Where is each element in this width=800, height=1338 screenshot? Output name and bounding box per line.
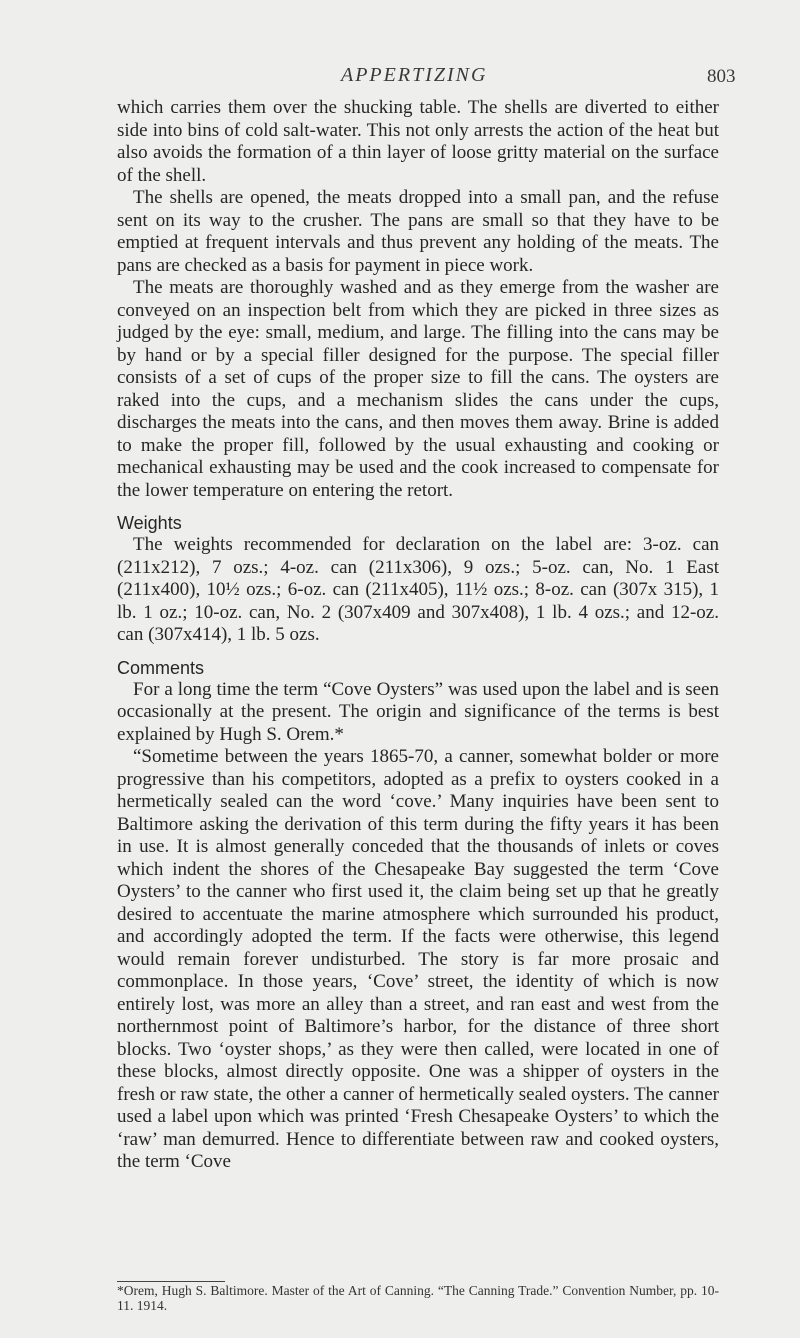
- section-heading-weights: Weights: [117, 513, 182, 533]
- running-title: APPERTIZING: [341, 64, 488, 86]
- paragraph-weights: The weights recommended for declaration on the label are: 3-oz. can (211x212), 7 ozs.; 4-oz. can (211x306), 9 ozs.; 5-oz. can, No. 1 East (211x400), 10½ ozs.; 6-oz. can (211x405), 11½ ozs.; 8-oz. can (307x 315), 1 lb. 1 oz.; 10-oz. can, No. 2 (307x409 and 307x408), 1 lb. 4 ozs.; and 12-oz. can (307x414), 1 lb. 5 ozs.: [117, 534, 719, 645]
- footnote: *Orem, Hugh S. Baltimore. Master of the Art of Canning. “The Canning Trade.” Convention Number, pp. 10-11. 1914.: [117, 1283, 719, 1313]
- page-number: 803: [707, 66, 736, 87]
- paragraph-cove-oysters: For a long time the term “Cove Oysters” was used upon the label and is seen occasionally at the present. The origin and significance of the terms is best explained by Hugh S. Orem.*: [117, 678, 719, 745]
- footnote-rule: [117, 1281, 225, 1282]
- paragraph-shells-opened: The shells are opened, the meats dropped into a small pan, and the refuse sent on its way to the crusher. The pans are small so that they have to be emptied at frequent intervals and thus prevent any holding of the meats. The pans are checked as a basis for payment in piece work.: [117, 187, 719, 276]
- paragraph-meats-washed: The meats are thoroughly washed and as they emerge from the washer are conveyed on an inspection belt from which they are picked in three sizes as judged by the eye: small, medium, and large. The filling into the cans may be by hand or by a special filler designed for the purpose. The special filler consists of a set of cups of the proper size to fill the cans. The oysters are raked into the cups, and a mechanism slides the cans under the cups, discharges the meats into the cans, and then moves them away. Brine is added to make the proper fill, followed by the usual exhausting and cooking or mechanical exhausting may be used and the cook increased to compensate for the lower temperature on entering the retort.: [117, 277, 719, 501]
- paragraph-continuation: which carries them over the shucking table. The shells are diverted to either side into bins of cold salt-water. This not only arrests the action of the heat but also avoids the formation of a thin layer of loose gritty material on the surface of the shell.: [117, 97, 719, 186]
- body-text: [117, 97, 719, 1174]
- paragraph-orem-quote: “Sometime between the years 1865-70, a canner, somewhat bolder or more progressive than his competitors, adopted as a prefix to oysters cooked in a hermetically sealed can the word ‘cove.’ Many inquiries have been sent to Baltimore asking the derivation of this term during the fifty years it has been in use. It is almost generally conceded that the thousands of inlets or coves which indent the shores of the Chesapeake Bay suggested the term ‘Cove Oysters’ to the canner who first used it, the claim being set up that he greatly desired to accentuate the marine atmosphere which surrounded his product, and accordingly adopted the term. If the facts were otherwise, this legend would remain forever undisturbed. The story is far more prosaic and commonplace. In those years, ‘Cove’ street, the identity of which is now entirely lost, was more an alley than a street, and ran east and west from the northernmost point of Baltimore’s harbor, for the distance of three short blocks. Two ‘oyster shops,’ as they were then called, were located in one of these blocks, almost directly opposite. One was a shipper of oysters in the fresh or raw state, the other a canner of hermetically sealed oysters. The canner used a label upon which was printed ‘Fresh Chesapeake Oysters’ to which the ‘raw’ man demurred. Hence to differentiate between raw and cooked oysters, the term ‘Cove: [117, 746, 719, 1172]
- section-heading-comments: Comments: [117, 657, 205, 678]
